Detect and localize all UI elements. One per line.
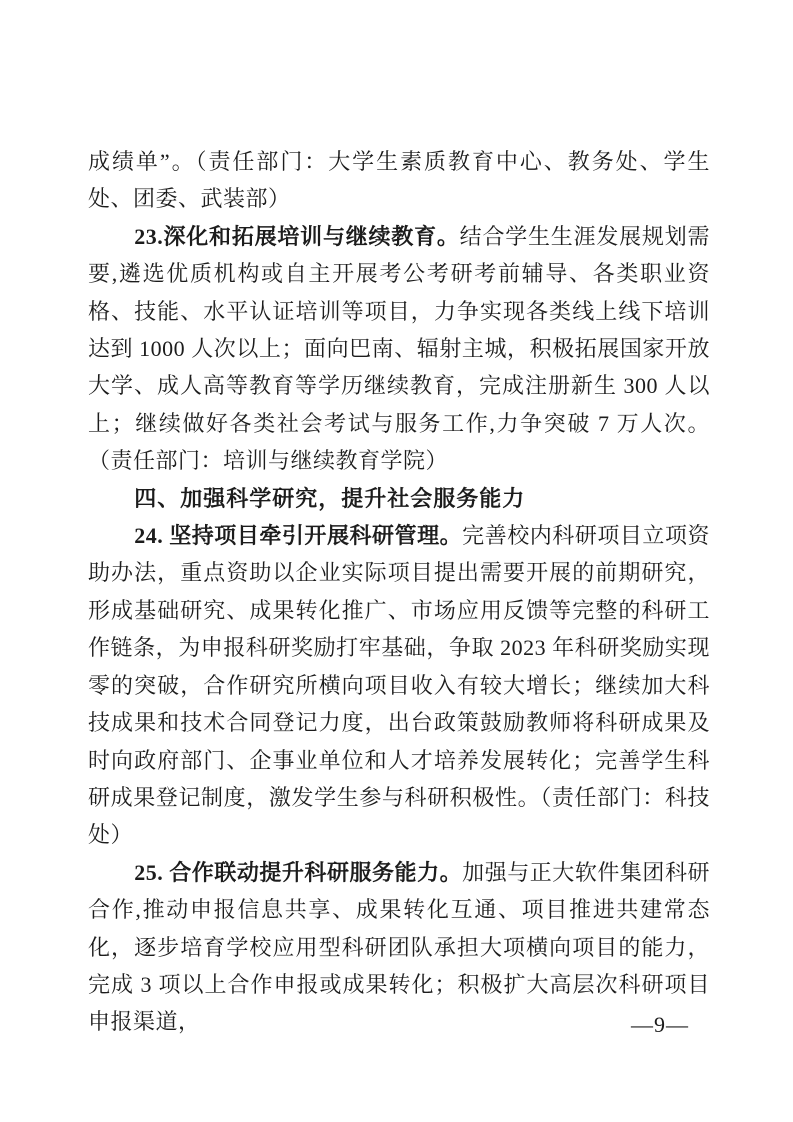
page-number: —9— xyxy=(631,1012,689,1037)
responsibility-note: （责任部门：培训与继续教育学院） xyxy=(88,448,449,474)
document-body xyxy=(88,143,710,1041)
item-23-title: 23.深化和拓展培训与继续教育。 xyxy=(134,223,460,249)
paragraph-item-25 xyxy=(88,854,710,1041)
paragraph-item-24 xyxy=(88,517,710,854)
item-25-title: 25. 合作联动提升科研服务能力。 xyxy=(134,859,463,885)
item-24-title: 24. 坚持项目牵引开展科研管理。 xyxy=(134,523,463,549)
item-24-body: 完善校内科研项目立项资助办法，重点资助以企业实际项目提出需要开展的前期研究，形成基础研究、成果转化推广、市场应用反馈等完整的科研工作链条，为申报科研奖励打牢基础，争取 2023 年科研奖励实现零的突破，合作研究所横向项目收入有较大增长；继续加大科技成果和技术合同登记力度，出台政策鼓励教师将科研成果及时向政府部门、企事业单位和人才培养发展转化；完善学生科研成果登记制度，激发学生参与科研积极性。 xyxy=(88,523,710,810)
paragraph-continuation xyxy=(88,143,710,218)
item-25-body: 加强与正大软件集团科研合作,推动申报信息共享、成果转化互通、项目推进共建常态化，逐步培育学校应用型科研团队承担大项横向项目的能力，完成 3 项以上合作申报或成果转化；积极扩大高层次科研项目申报渠道， xyxy=(88,859,710,1035)
section-heading-text: 四、加强科学研究，提升社会服务能力 xyxy=(134,485,526,511)
responsibility-note: （责任部门：大学生素质教育中心、教务处、学生处、团委、武装部） xyxy=(88,149,710,212)
text-run: 成绩单”。 xyxy=(88,149,196,174)
item-23-body: 结合学生生涯发展规划需要,遴选优质机构或自主开展考公考研考前辅导、各类职业资格、技能、水平认证培训等项目，力争实现各类线上线下培训达到 1000 人次以上；面向巴南、辐射主城，积极拓展国家开放大学、成人高等教育等学历继续教育，完成注册新生 300 人以上；继续做好各类社会考试与服务工作,力争突破 7 万人次。 xyxy=(88,223,710,436)
paragraph-item-23 xyxy=(88,218,710,480)
responsibility-note: （责任部门：科技处） xyxy=(88,784,710,848)
section-heading xyxy=(88,480,710,517)
